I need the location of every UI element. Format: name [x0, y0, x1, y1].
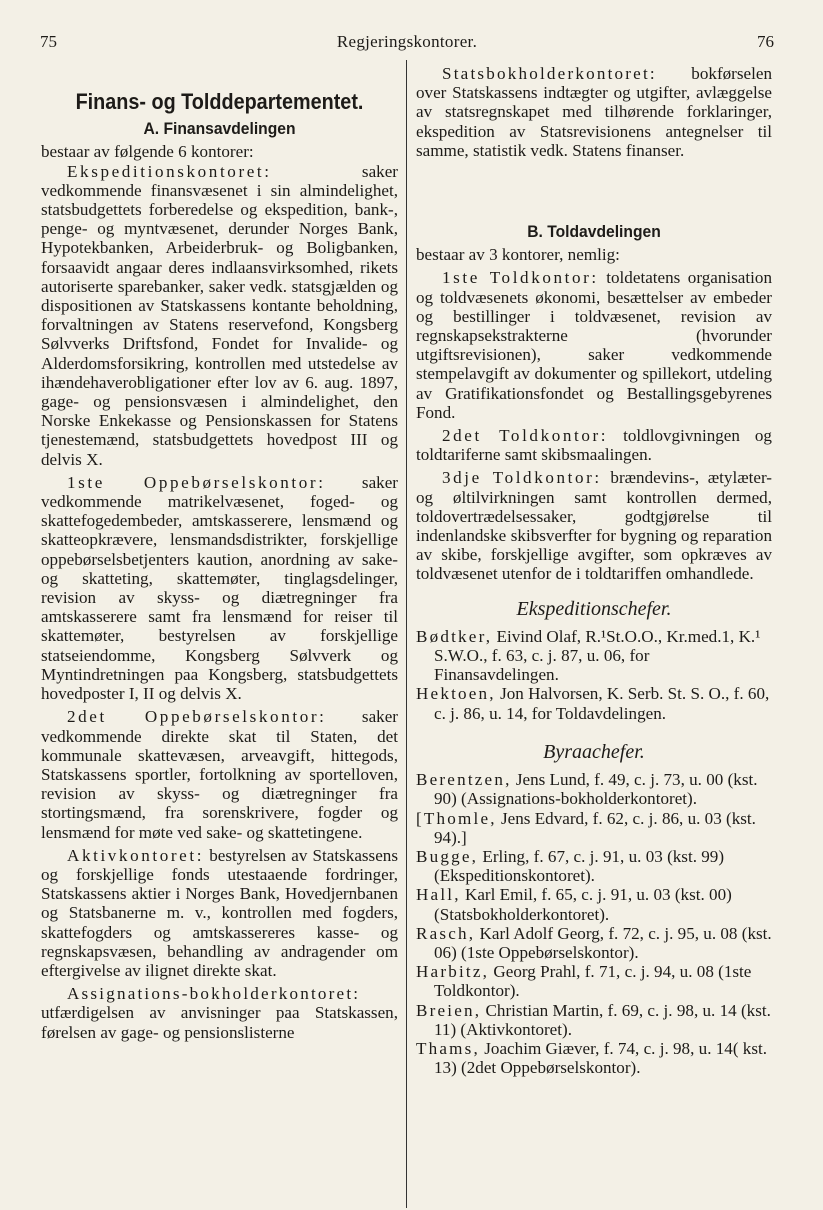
department-title: Finans- og Tolddepartementet.	[75, 89, 364, 114]
person-surname: Bugge,	[416, 846, 479, 866]
left-column	[41, 64, 398, 1042]
office-paragraph	[41, 473, 398, 703]
office-paragraph	[416, 426, 772, 464]
person-details: Christian Martin, f. 69, c. j. 98, u. 14 (kst. 11) (Aktivkontoret).	[434, 1000, 771, 1039]
office-description: bestyrelsen av Statskassens og forskjellige fonds utestaaende fordringer, Statskassens aktier i Norges Bank, Hovedjernbanen og Statsbanerne m. v., kontrollen med fogders, skattefogders og amtskassereres kasse- og regnskapsvæsen, behandling av andragender om eftergivelse av ilignet direkte skat.	[41, 845, 398, 980]
person-details: Joachim Giæver, f. 74, c. j. 98, u. 14( kst. 13) (2det Oppebørselskontor).	[434, 1038, 768, 1078]
office-paragraph	[41, 707, 398, 841]
person-surname: Breien,	[416, 1000, 482, 1020]
person-surname: Berentzen,	[416, 770, 512, 790]
office-name: Statsbokholderkontoret:	[442, 64, 657, 83]
person-details: Karl Emil, f. 65, c. j. 91, u. 03 (kst. 00) (Statsbokholderkontoret).	[434, 885, 732, 924]
page-number-right: 76	[757, 32, 774, 51]
section-a-intro: bestaar av følgende 6 kontorer:	[41, 142, 254, 162]
office-paragraph	[416, 268, 772, 422]
office-paragraph	[416, 468, 772, 583]
person-surname: [Thomle,	[416, 808, 497, 828]
person-entry	[416, 770, 772, 808]
office-name: 2det Toldkontor:	[442, 426, 609, 446]
person-surname: Harbitz,	[416, 962, 490, 982]
running-title: Regjeringskontorer.	[336, 32, 478, 51]
person-details: Jens Lund, f. 49, c. j. 73, u. 00 (kst. 90) (Assignations-bokholderkontoret).	[434, 770, 758, 809]
person-details: Eivind Olaf, R.¹St.O.O., Kr.med.1, K.¹ S.W.O., f. 63, c. j. 87, u. 06, for Finansavdelingen.	[434, 626, 761, 685]
office-description: toldetatens organisation og toldvæsenets økonomi, besættelser av embeder og bestillinger i toldvæsenet, revision av regnskapsekstrakterne (hvorunder utgiftsrevisionen), saker vedkommende stempelavgift av dokumenter og spillekort, utdeling av Gratifikationsfondet og Bestallingsgebyrenes Fond.	[416, 268, 772, 422]
person-entry	[416, 962, 772, 1000]
person-entry	[416, 684, 772, 722]
person-entry	[416, 1001, 772, 1039]
person-details: Georg Prahl, f. 71, c. j. 94, u. 08 (1ste Toldkontor).	[434, 962, 752, 1001]
office-name: Assignations-bokholderkontoret:	[67, 984, 361, 1004]
person-surname: Rasch,	[416, 923, 476, 943]
person-details: Karl Adolf Georg, f. 72, c. j. 95, u. 08 (kst. 06) (1ste Oppebørselskontor).	[434, 923, 772, 962]
office-name: Aktivkontoret:	[67, 845, 205, 865]
person-entry	[416, 809, 772, 847]
office-description: utfærdigelsen av anvisninger paa Statskassen, førelsen av gage- og pensionslisterne	[41, 1003, 398, 1042]
person-surname: Thams,	[416, 1038, 480, 1058]
section-b-heading: B. Toldavdelingen	[527, 222, 661, 242]
office-description: saker vedkommende direkte skat til Staten, det kommunale skattevæsen, arveavgift, hittegods, Statskassens sportler, fortolkning av sportelloven, revision av skyss- og diætregninger fra stortingsmænd, fra sorenskrivere, fogder og lensmænd for møte ved sake- og skattetingene.	[41, 707, 398, 842]
office-name: 2det Oppebørselskontor:	[67, 707, 327, 727]
office-description: toldlovgivningen og toldtariferne samt skibsmaalingen.	[416, 426, 772, 465]
office-paragraph	[41, 162, 398, 469]
person-details: Jens Edvard, f. 62, c. j. 86, u. 03 (kst. 94).]	[434, 808, 756, 847]
person-surname: Hektoen,	[416, 684, 496, 704]
person-entry	[416, 847, 772, 885]
person-surname: Bødtker,	[416, 626, 493, 646]
page-number-left: 75	[40, 32, 57, 51]
ekspeditionschefer-heading: Ekspeditionschefer.	[516, 597, 672, 620]
person-entry	[416, 627, 772, 685]
right-column	[416, 64, 772, 1077]
office-name: 1ste Oppebørselskontor:	[67, 472, 326, 492]
office-name: 1ste Toldkontor:	[442, 268, 599, 288]
person-entry	[416, 924, 772, 962]
office-description: saker vedkommende matrikelvæsenet, foged- og skattefogedembeder, amtskasserere, lensmænd og skatteopkrævere, lensmandsdistrikter, forskjellige oppebørselsbetjenters kaution, anordning av sake- og skatteting, skattemøter, tinglagsdelinger, revision av skyss- og diætregninger fra amtskasserere samt fra lensmænd for reiser til skattemøter, bestyrelsen av forskjellige statseiendomme, Kongsberg Sølvverk og Myntindretningen paa Kongsberg, statsbudgettets hovedposter I, II og delvis X.	[41, 472, 398, 704]
byraachefer-heading: Byraachefer.	[543, 740, 645, 763]
office-name: Ekspeditionskontoret:	[67, 161, 272, 181]
office-description: bokførselen over Statskassens indtægter og utgifter, avlæggelse av statsregnskapet med tilhørende forklaringer, ekspedition av Statsrevisionens antegnelser til samme, statistik vedk. Statens finanser.	[416, 64, 772, 160]
running-header	[40, 32, 774, 56]
office-paragraph	[41, 984, 398, 1042]
person-details: Erling, f. 67, c. j. 91, u. 03 (kst. 99) (Ekspeditionskontoret).	[434, 846, 725, 886]
person-entry	[416, 1039, 772, 1077]
section-a-heading: A. Finansavdelingen	[143, 119, 296, 139]
person-surname: Hall,	[416, 885, 461, 905]
section-b-intro: bestaar av 3 kontorer, nemlig:	[416, 245, 620, 265]
person-details: Jon Halvorsen, K. Serb. St. S. O., f. 60, c. j. 86, u. 14, for Toldavdelingen.	[434, 684, 770, 723]
office-name: 3dje Toldkontor:	[442, 468, 602, 488]
person-entry	[416, 885, 772, 923]
office-paragraph	[41, 846, 398, 980]
office-paragraph	[416, 64, 772, 160]
column-divider	[406, 60, 407, 1208]
office-description: brændevins-, ætylæter- og øltilvirkningen samt kontrollen dermed, toldovertrædelsessaker, godtgjørelse til indenlandske skibsverfter for bygning og reparation av skibe, forskjellige avgifter, som opkræves av toldvæsenet utenfor de i toldtariffen omhandlede.	[416, 468, 772, 584]
office-description: saker vedkommende finansvæsenet i sin almindelighet, statsbudgettets forberedelse og ekspedition, bank-, penge- og myntvæsenet, derunder Norges Bank, Hypotekbanken, Arbeiderbruk- og Boligbanken, forsaavidt angaar deres indlaansvirksomhed, rikets autoriserte sparebanker, saker vedk. statsgjælden og dispositionen av Statskassens kontante beholdning, forvaltningen av Statens reservefond, Kongsberg Sølvverks Driftsfond, Fondet for Invalide- og Alderdomsforsikring, kontrollen med utstedelse av ihændehaverobligationer efter lov av 6. aug. 1897, gage- og pensionsvæsen i almindelighet, den Norske Enkekasse og Pensionskassen for Statens tjenestemænd, statsbudgettets hovedpost III og delvis X.	[41, 161, 398, 469]
